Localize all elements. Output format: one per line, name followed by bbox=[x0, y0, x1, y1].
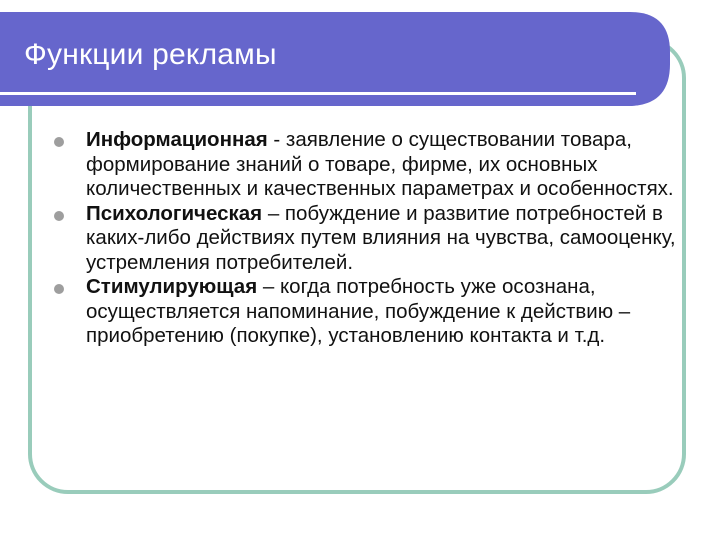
bullet-text: – когда потребность уже осознана, осуществляется напоминание, побуждение к действию – приобретению (покупке), установлению контакта и т.д. bbox=[86, 275, 631, 347]
list-item bbox=[50, 202, 690, 276]
bullet-icon bbox=[54, 137, 64, 147]
bullet-term: Психологическая bbox=[86, 201, 263, 225]
slide-title: Функции рекламы bbox=[24, 38, 277, 71]
bullet-icon bbox=[54, 284, 64, 294]
bullet-term: Стимулирующая bbox=[86, 275, 258, 298]
title-underline bbox=[0, 92, 636, 95]
bullet-term: Информационная bbox=[86, 128, 268, 151]
bullet-text: - заявление о существовании товара, формирование знаний о товаре, фирме, их основных количественных и качественных параметрах и особенностях. bbox=[86, 128, 674, 200]
bullet-icon bbox=[54, 211, 64, 221]
list-item bbox=[50, 275, 690, 349]
bullet-text: – побуждение и развитие потребностей в каких-либо действиях путем влияния на чувства, самооценку, устремления потребителей. bbox=[86, 201, 676, 274]
list-item bbox=[50, 128, 690, 202]
bullet-list bbox=[50, 128, 690, 349]
